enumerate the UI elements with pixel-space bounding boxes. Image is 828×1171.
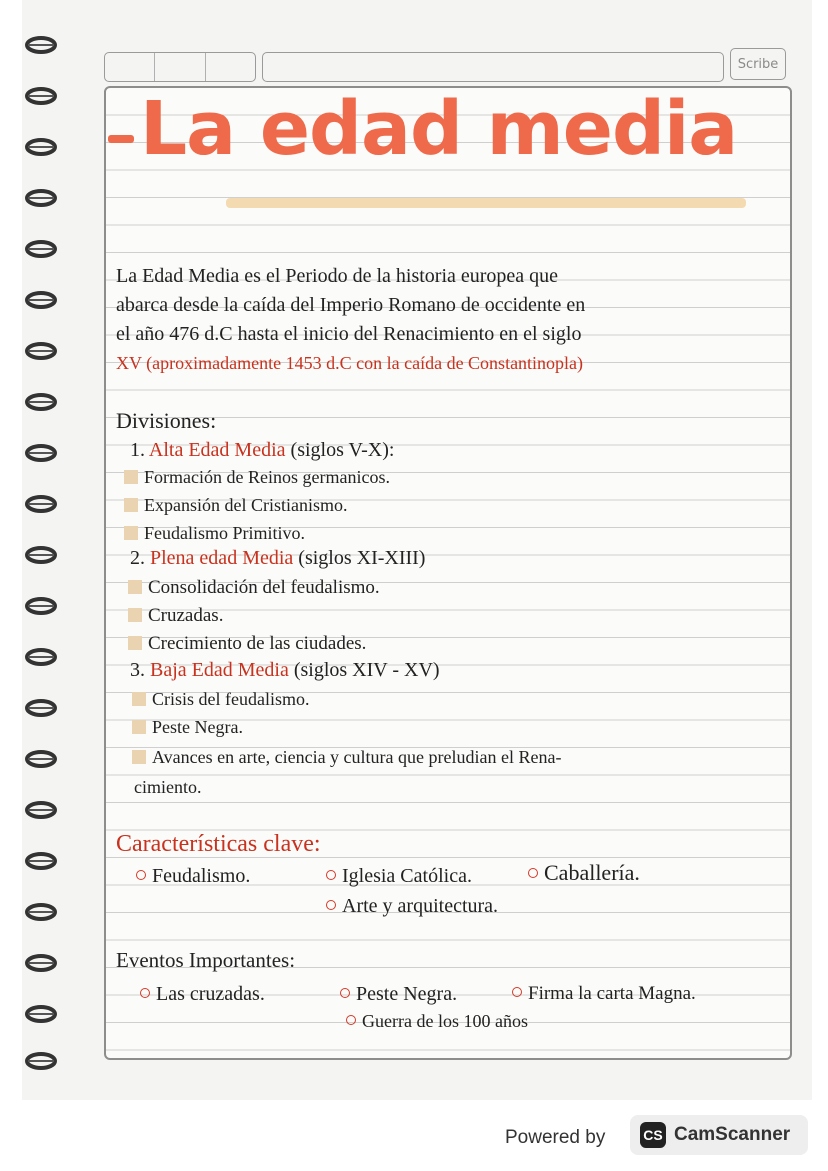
intro-line: XV (aproximadamente 1453 d.C con la caída de Constantinopla) xyxy=(116,353,584,373)
period-number: 1. xyxy=(130,439,145,461)
bullet-square-icon xyxy=(124,526,138,540)
bullet-circle-icon xyxy=(326,900,336,910)
title-dash xyxy=(108,135,134,143)
spiral-ring-icon xyxy=(24,748,58,770)
period-heading xyxy=(130,548,425,568)
list-item: Arte y arquitectura. xyxy=(326,896,498,916)
period-number: 2. xyxy=(130,547,145,569)
list-item: Firma la carta Magna. xyxy=(512,984,696,1003)
camscanner-logo-icon: CS xyxy=(640,1122,666,1148)
bullet-square-icon xyxy=(132,692,146,706)
date-boxes xyxy=(104,52,256,82)
bullet-circle-icon xyxy=(346,1015,356,1025)
list-item: Cruzadas. xyxy=(128,606,223,625)
bullet-circle-icon xyxy=(136,870,146,880)
spiral-ring-icon xyxy=(24,136,58,158)
camscanner-badge xyxy=(630,1115,808,1155)
spiral-binding xyxy=(0,0,70,1100)
spiral-ring-icon xyxy=(24,289,58,311)
spiral-ring-icon xyxy=(24,595,58,617)
bullet-square-icon xyxy=(128,608,142,622)
spiral-ring-icon xyxy=(24,1003,58,1025)
bullet-circle-icon xyxy=(528,868,538,878)
list-item: Expansión del Cristianismo. xyxy=(124,496,347,514)
spiral-ring-icon xyxy=(24,850,58,872)
bullet-circle-icon xyxy=(512,987,522,997)
period-name: Alta Edad Media xyxy=(148,439,286,461)
period-number: 3. xyxy=(130,659,145,681)
spiral-ring-icon xyxy=(24,697,58,719)
spiral-ring-icon xyxy=(24,442,58,464)
list-item: Peste Negra. xyxy=(132,718,243,736)
header-line xyxy=(262,52,724,82)
list-item-continuation: cimiento. xyxy=(134,777,202,797)
period-range: (siglos V-X): xyxy=(290,439,395,461)
spiral-ring-icon xyxy=(24,238,58,260)
spiral-ring-icon xyxy=(24,1050,58,1072)
bullet-circle-icon xyxy=(340,988,350,998)
period-range: (siglos XI-XIII) xyxy=(298,547,426,569)
intro-line: abarca desde la caída del Imperio Romano de occidente en xyxy=(116,294,586,316)
intro-line: el año 476 d.C hasta el inicio del Renacimiento en el siglo xyxy=(116,323,582,345)
bullet-square-icon xyxy=(132,750,146,764)
list-item: Peste Negra. xyxy=(340,984,457,1004)
title-highlight xyxy=(226,198,746,208)
spiral-ring-icon xyxy=(24,799,58,821)
period-heading xyxy=(130,660,440,680)
period-heading xyxy=(130,440,394,460)
intro-line: La Edad Media es el Periodo de la historia europea que xyxy=(116,265,559,287)
list-item: Iglesia Católica. xyxy=(326,866,472,886)
spiral-ring-icon xyxy=(24,85,58,107)
spiral-ring-icon xyxy=(24,493,58,515)
camscanner-name: CamScanner xyxy=(674,1124,791,1145)
list-item: Crecimiento de las ciudades. xyxy=(128,634,366,653)
spiral-ring-icon xyxy=(24,952,58,974)
list-item: Guerra de los 100 años xyxy=(346,1012,528,1030)
bullet-square-icon xyxy=(128,636,142,650)
spiral-ring-icon xyxy=(24,544,58,566)
notebook-brand: Scribe xyxy=(730,48,786,80)
bullet-square-icon xyxy=(124,470,138,484)
bullet-square-icon xyxy=(132,720,146,734)
period-name: Baja Edad Media xyxy=(150,659,289,681)
list-item: Formación de Reinos germanicos. xyxy=(124,468,390,486)
spiral-ring-icon xyxy=(24,646,58,668)
list-item: Consolidación del feudalismo. xyxy=(128,578,380,597)
period-name: Plena edad Media xyxy=(150,547,294,569)
bullet-square-icon xyxy=(128,580,142,594)
period-range: (siglos XIV - XV) xyxy=(293,659,440,681)
list-item: Avances en arte, ciencia y cultura que preludian el Rena- xyxy=(132,748,561,766)
bullet-square-icon xyxy=(124,498,138,512)
page-title: La edad media xyxy=(140,86,738,172)
list-item: Caballería. xyxy=(528,862,640,884)
list-item: Feudalismo. xyxy=(136,866,250,886)
list-item: Crisis del feudalismo. xyxy=(132,690,309,708)
section-heading-caracteristicas: Características clave: xyxy=(116,831,321,857)
list-item: Feudalismo Primitivo. xyxy=(124,524,305,542)
spiral-ring-icon xyxy=(24,340,58,362)
bullet-circle-icon xyxy=(326,870,336,880)
section-heading-divisiones: Divisiones: xyxy=(116,408,217,433)
list-item: Las cruzadas. xyxy=(140,984,265,1004)
spiral-ring-icon xyxy=(24,187,58,209)
powered-by-label: Powered by xyxy=(505,1127,606,1148)
spiral-ring-icon xyxy=(24,901,58,923)
section-heading-eventos: Eventos Importantes: xyxy=(116,948,296,972)
bullet-circle-icon xyxy=(140,988,150,998)
spiral-ring-icon xyxy=(24,391,58,413)
spiral-ring-icon xyxy=(24,34,58,56)
